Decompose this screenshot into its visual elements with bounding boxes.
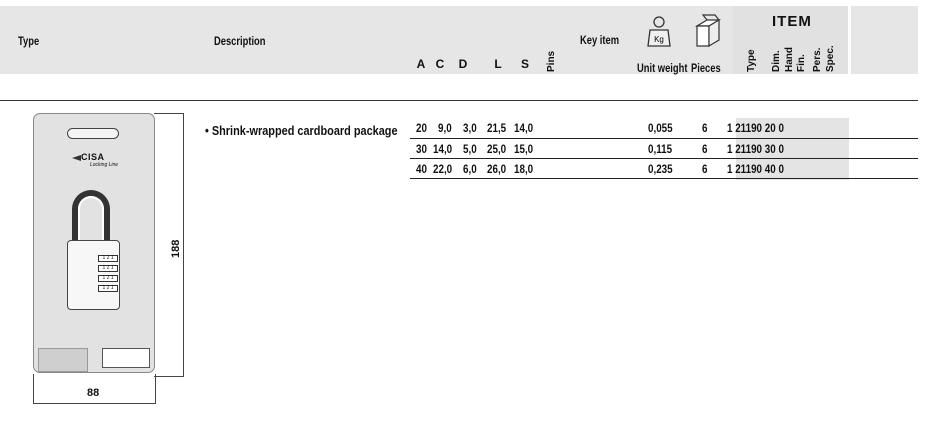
package-window-left <box>38 348 88 372</box>
col-header-pins: Pins <box>546 50 557 72</box>
width-dimension-tick <box>33 374 34 404</box>
col-header-c: C <box>435 57 445 71</box>
height-dimension-label: 188 <box>170 239 182 258</box>
padlock-dial: 1 2 1 <box>98 255 118 262</box>
padlock-dial: 1 2 1 <box>98 265 118 272</box>
brand-logo-sub: Locking Line <box>90 162 119 168</box>
item-header-separator <box>848 6 851 74</box>
padlock-dial: 1 2 1 <box>98 285 118 292</box>
row-divider <box>410 158 918 159</box>
cell-s: 18,0 <box>514 162 534 176</box>
padlock-dial: 1 2 1 <box>98 275 118 282</box>
height-dimension-tick <box>154 376 184 377</box>
product-description: • Shrink-wrapped cardboard package <box>205 123 398 138</box>
col-header-d: D <box>458 57 468 71</box>
col-header-pieces: Pieces <box>691 61 721 75</box>
row-divider <box>410 178 918 179</box>
cell-pieces: 6 <box>702 162 708 176</box>
logo-text: CISA <box>81 152 105 162</box>
col-header-s: S <box>520 57 529 71</box>
width-dimension-label: 88 <box>87 387 100 399</box>
weight-kg-icon <box>646 14 672 50</box>
cell-a: 20 <box>416 121 427 135</box>
cell-d: 6,0 <box>463 162 477 176</box>
logo-arrow-icon <box>72 155 81 161</box>
cell-c: 14,0 <box>433 142 453 156</box>
height-dimension-line <box>183 113 184 377</box>
item-col-type: Type <box>746 49 757 72</box>
cell-l: 25,0 <box>487 142 507 156</box>
col-header-description: Description <box>214 34 266 48</box>
col-header-unit-weight: Unit weight <box>637 61 688 75</box>
brand-logo <box>72 152 105 162</box>
col-header-type: Type <box>18 34 40 48</box>
width-dimension-line <box>33 403 155 404</box>
item-col-pers: Pers. <box>812 47 823 72</box>
cell-c: 9,0 <box>438 121 452 135</box>
cell-c: 22,0 <box>433 162 453 176</box>
cell-a: 40 <box>416 162 427 176</box>
cell-a: 30 <box>416 142 427 156</box>
cell-item-code: 1 21190 20 0 <box>727 121 784 135</box>
cell-l: 21,5 <box>487 121 507 135</box>
height-dimension-tick <box>154 113 184 114</box>
row-divider <box>410 138 918 139</box>
cell-d: 3,0 <box>463 121 477 135</box>
item-col-dim: Dim. <box>771 50 782 72</box>
item-col-spec: Spec. <box>825 45 836 72</box>
weight-icon-label: Kg <box>654 35 664 44</box>
cell-s: 14,0 <box>514 121 534 135</box>
col-header-l: L <box>494 57 502 71</box>
package-window-right <box>102 348 150 368</box>
cell-weight: 0,115 <box>648 142 673 156</box>
cell-pieces: 6 <box>702 142 708 156</box>
header-rule <box>0 100 918 101</box>
cell-s: 15,0 <box>514 142 534 156</box>
cell-d: 5,0 <box>463 142 477 156</box>
hang-hole <box>67 128 119 139</box>
box-icon <box>694 14 722 50</box>
cell-l: 26,0 <box>487 162 507 176</box>
item-col-fin: Fin. <box>796 54 807 72</box>
col-header-a: A <box>416 57 426 71</box>
cell-item-code: 1 21190 30 0 <box>727 142 784 156</box>
cell-pieces: 6 <box>702 121 708 135</box>
width-dimension-tick <box>155 374 156 404</box>
item-col-hand: Hand <box>784 47 795 72</box>
cell-weight: 0,055 <box>648 121 673 135</box>
item-header-title: ITEM <box>772 13 812 30</box>
cell-weight: 0,235 <box>648 162 673 176</box>
cell-item-code: 1 21190 40 0 <box>727 162 784 176</box>
col-header-key-item: Key item <box>580 33 620 47</box>
